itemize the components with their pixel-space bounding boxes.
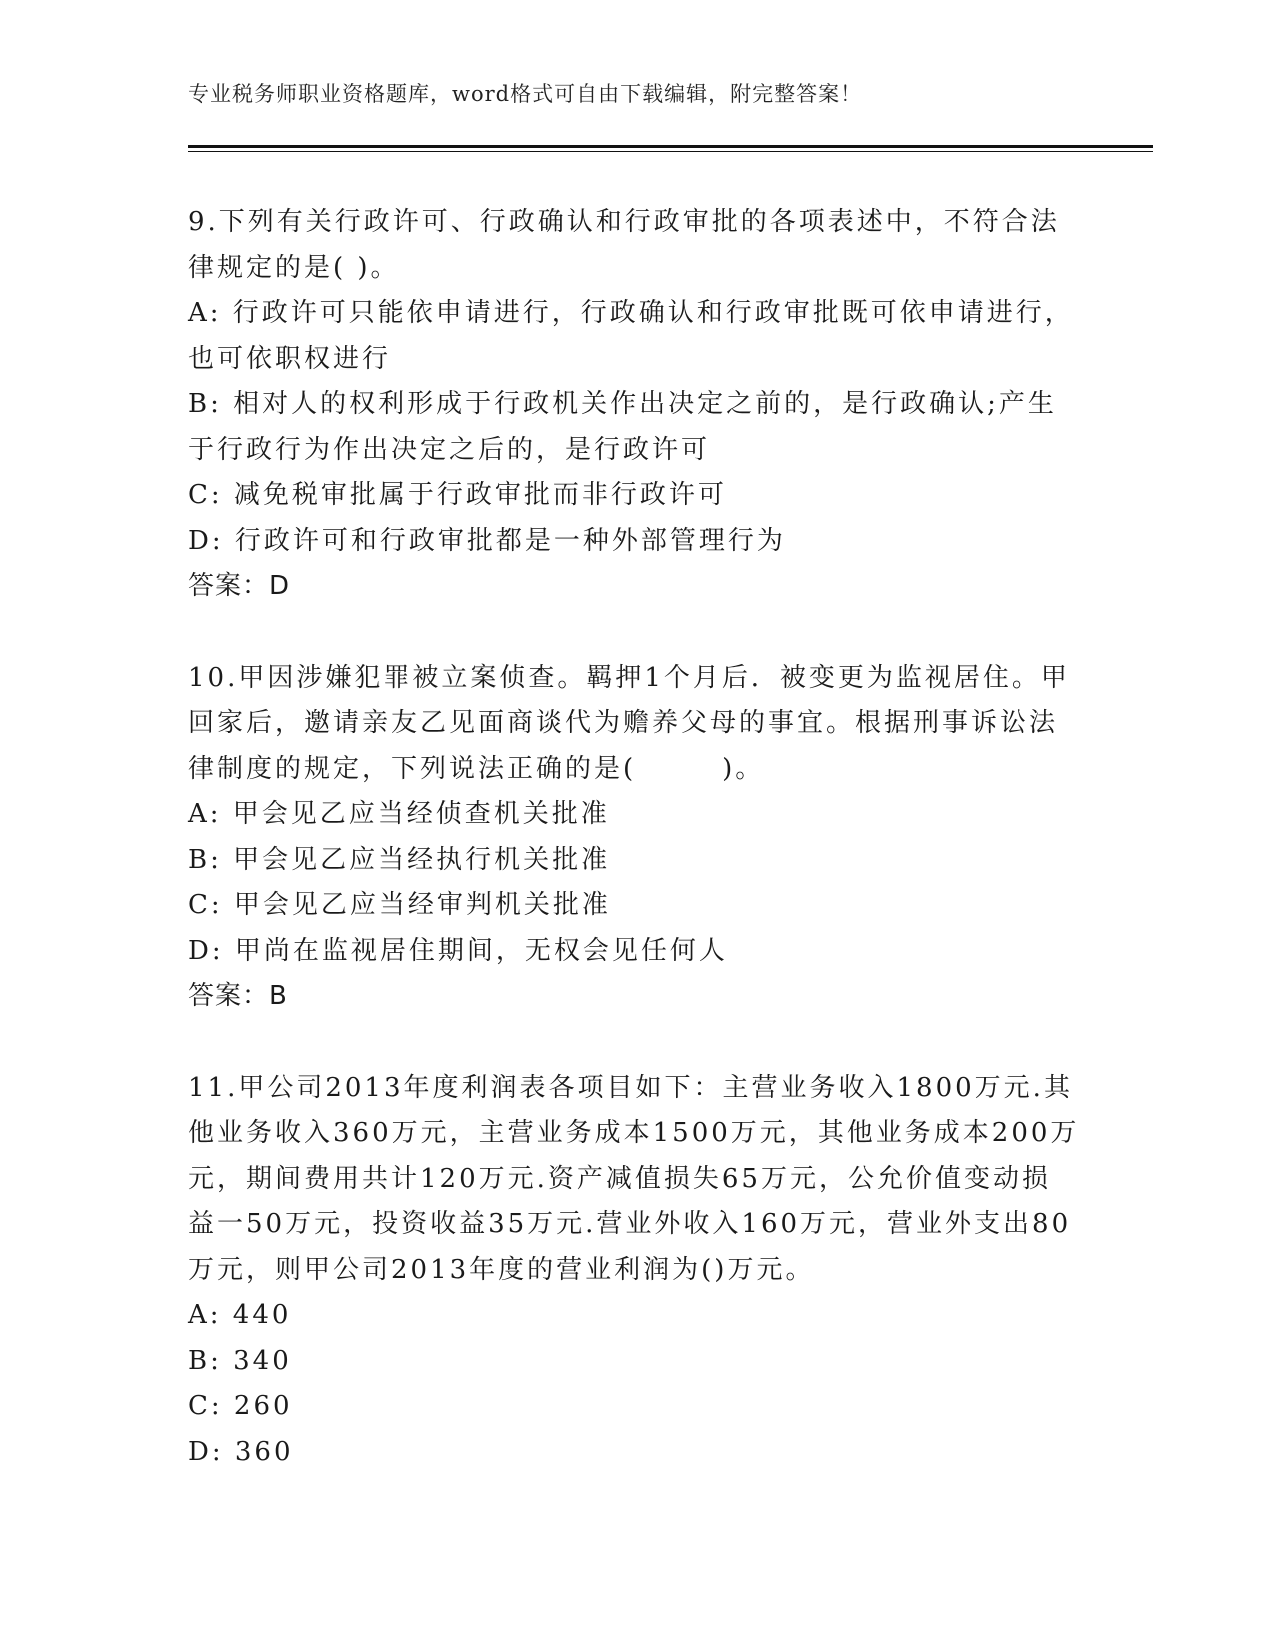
option-line: 也可依职权进行 (188, 343, 392, 374)
question-stem-line: 他业务收入360万元，主营业务成本1500万元，其他业务成本200万 (188, 1118, 1080, 1148)
question-10 (188, 656, 1088, 1020)
question-stem-line: 万元，则甲公司2013年度的营业利润为()万元。 (188, 1254, 815, 1285)
option-line: A: 440 (188, 1300, 292, 1330)
answer-label: 答案：D (188, 571, 291, 601)
option-line: A: 行政许可只能依申请进行，行政确认和行政审批既可依申请进行， (188, 298, 1074, 328)
option-line: D: 行政许可和行政审批都是一种外部管理行为 (188, 525, 786, 556)
option-line: A: 甲会见乙应当经侦查机关批准 (188, 799, 610, 829)
option-line: B: 甲会见乙应当经执行机关批准 (188, 844, 611, 875)
option-line: C: 甲会见乙应当经审判机关批准 (188, 890, 611, 920)
stem-fragment: 律制度的规定，下列说法正确的是( (188, 753, 637, 784)
question-11 (188, 1066, 1088, 1476)
stem-fragment: )。 (722, 753, 765, 784)
question-stem-line: 回家后，邀请亲友乙见面商谈代为赡养父母的事宜。根据刑事诉讼法 (188, 708, 1059, 738)
question-stem-line: 10.甲因涉嫌犯罪被立案侦查。羁押1个月后．被变更为监视居住。甲 (188, 662, 1070, 693)
question-stem-line: 9.下列有关行政许可、行政确认和行政审批的各项表述中，不符合法 (188, 207, 1060, 237)
option-line: D: 360 (188, 1436, 294, 1467)
question-stem-line: 律规定的是( )。 (188, 252, 400, 283)
question-stem-line: 益一50万元，投资收益35万元.营业外收入160万元，营业外支出80 (188, 1209, 1072, 1239)
question-stem-line (188, 747, 1088, 793)
option-line: B: 340 (188, 1345, 292, 1376)
question-stem-line: 11.甲公司2013年度利润表各项目如下：主营业务收入1800万元.其 (188, 1072, 1073, 1103)
option-line: B: 相对人的权利形成于行政机关作出决定之前的，是行政确认;产生 (188, 389, 1057, 419)
header-text: 专业税务师职业资格题库，word格式可自由下载编辑，附完整答案！ (188, 82, 863, 106)
question-9 (188, 200, 1088, 610)
option-line: C: 260 (188, 1391, 293, 1421)
header-rule (188, 145, 1153, 152)
question-stem-line: 元，期间费用共计120万元.资产减值损失65万元，公允价值变动损 (188, 1163, 1051, 1194)
option-line: D: 甲尚在监视居住期间，无权会见任何人 (188, 935, 728, 966)
option-line: 于行政行为作出决定之后的，是行政许可 (188, 434, 711, 465)
question-list (188, 200, 1088, 1521)
option-line: C: 减免税审批属于行政审批而非行政许可 (188, 480, 727, 510)
answer-label: 答案：B (188, 981, 288, 1011)
